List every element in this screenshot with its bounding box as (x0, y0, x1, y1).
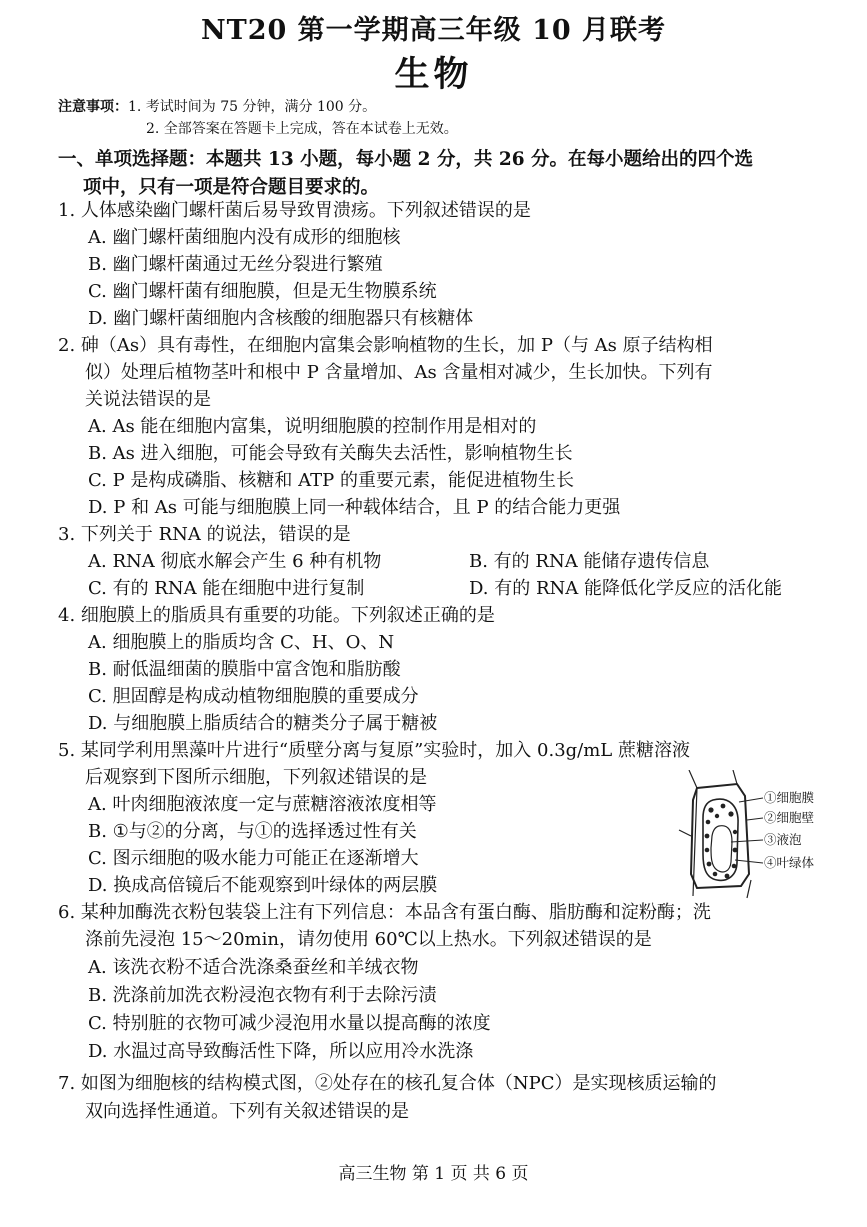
label-chloroplast: ④叶绿体 (764, 856, 815, 870)
q6-stem-line-2: 涤前先浸泡 15～20min，请勿使用 60℃以上热水。下列叙述错误的是 (85, 929, 652, 950)
q2-stem-line-1: 2. 砷（As）具有毒性，在细胞内富集会影响植物的生长，加 P（与 As 原子结构相 (58, 335, 713, 356)
q2-option-a: A. As 能在细胞内富集，说明细胞膜的控制作用是相对的 (88, 416, 537, 437)
notice-item-2: 2. 全部答案在答题卡上完成，答在本试卷上无效。 (146, 121, 458, 137)
q1-option-a: A. 幽门螺杆菌细胞内没有成形的细胞核 (88, 227, 401, 248)
q6-option-b: B. 洗涤前加洗衣粉浸泡衣物有利于去除污渍 (88, 985, 437, 1006)
q6-option-d: D. 水温过高导致酶活性下降，所以应用冷水洗涤 (88, 1041, 474, 1062)
notice-block (58, 97, 458, 137)
q4-option-d: D. 与细胞膜上脂质结合的糖类分子属于糖被 (88, 713, 438, 734)
q5-option-d: D. 换成高倍镜后不能观察到叶绿体的两层膜 (88, 875, 438, 896)
section-heading (58, 146, 818, 202)
q2-option-c: C. P 是构成磷脂、核糖和 ATP 的重要元素，能促进植物生长 (88, 470, 574, 491)
q6-option-c: C. 特别脏的衣物可减少浸泡用水量以提高酶的浓度 (88, 1013, 491, 1034)
subject-title: 生物 (394, 54, 473, 95)
q3-option-d: D. 有的 RNA 能降低化学反应的活化能 (469, 578, 782, 599)
notice-label: 注意事项： (58, 99, 128, 115)
q7-stem-line-1: 7. 如图为细胞核的结构模式图，②处存在的核孔复合体（NPC）是实现核质运输的 (58, 1073, 717, 1094)
vacuole-outline (711, 826, 732, 872)
page-footer: 高三生物 第 1 页 共 6 页 (338, 1164, 529, 1184)
q1-option-d: D. 幽门螺杆菌细胞内含核酸的细胞器只有核糖体 (88, 308, 474, 329)
q5-option-a: A. 叶肉细胞液浓度一定与蔗糖溶液浓度相等 (88, 794, 437, 815)
q3-stem: 3. 下列关于 RNA 的说法，错误的是 (58, 524, 351, 545)
plant-cell-diagram (675, 770, 825, 900)
q5-option-b: B. ①与②的分离，与①的选择透过性有关 (88, 821, 417, 842)
q6-stem-line-1: 6. 某种加酶洗衣粉包装袋上注有下列信息：本品含有蛋白酶、脂肪酶和淀粉酶；洗 (58, 902, 711, 923)
q2-stem-line-2: 似）处理后植物茎叶和根中 P 含量增加、As 含量相对减少，生长加快。下列有 (85, 362, 713, 383)
cell-membrane-outline (703, 799, 738, 880)
q1-option-c: C. 幽门螺杆菌有细胞膜，但是无生物膜系统 (88, 281, 437, 302)
label-cell-membrane: ①细胞膜 (764, 791, 815, 805)
q4-stem: 4. 细胞膜上的脂质具有重要的功能。下列叙述正确的是 (58, 605, 495, 626)
q6-option-a: A. 该洗衣粉不适合洗涤桑蚕丝和羊绒衣物 (88, 957, 419, 978)
q5-stem-line-2: 后观察到下图所示细胞，下列叙述错误的是 (85, 767, 427, 788)
q5-option-c: C. 图示细胞的吸水能力可能正在逐渐增大 (88, 848, 419, 869)
q7-stem-line-2: 双向选择性通道。下列有关叙述错误的是 (85, 1101, 409, 1122)
q3-option-a: A. RNA 彻底水解会产生 6 种有机物 (88, 551, 382, 572)
q2-stem-line-3: 关说法错误的是 (85, 389, 211, 410)
label-cell-wall: ②细胞壁 (764, 811, 815, 825)
q4-option-b: B. 耐低温细菌的膜脂中富含饱和脂肪酸 (88, 659, 401, 680)
section-heading-line-2: 项中，只有一项是符合题目要求的。 (83, 177, 380, 198)
q3-option-b: B. 有的 RNA 能储存遗传信息 (469, 551, 710, 572)
q1-stem: 1. 人体感染幽门螺杆菌后易导致胃溃疡。下列叙述错误的是 (58, 200, 531, 221)
q4-option-a: A. 细胞膜上的脂质均含 C、H、O、N (88, 632, 395, 653)
q2-option-b: B. As 进入细胞，可能会导致有关酶失去活性，影响植物生长 (88, 443, 573, 464)
q3-option-c: C. 有的 RNA 能在细胞中进行复制 (88, 578, 365, 599)
notice-item-1: 1. 考试时间为 75 分钟，满分 100 分。 (128, 99, 377, 115)
q5-stem-line-1: 5. 某同学利用黑藻叶片进行“质壁分离与复原”实验时，加入 0.3g/mL 蔗糖溶液 (58, 740, 690, 761)
q1-option-b: B. 幽门螺杆菌通过无丝分裂进行繁殖 (88, 254, 383, 275)
label-vacuole: ③液泡 (764, 833, 802, 847)
exam-title: NT20 第一学期高三年级 10 月联考 (200, 15, 667, 46)
q2-option-d: D. P 和 As 可能与细胞膜上同一种载体结合，且 P 的结合能力更强 (88, 497, 621, 518)
q4-option-c: C. 胆固醇是构成动植物细胞膜的重要成分 (88, 686, 419, 707)
section-heading-line-1: 一、单项选择题：本题共 13 小题，每小题 2 分，共 26 分。在每小题给出的四个选 (58, 149, 754, 170)
